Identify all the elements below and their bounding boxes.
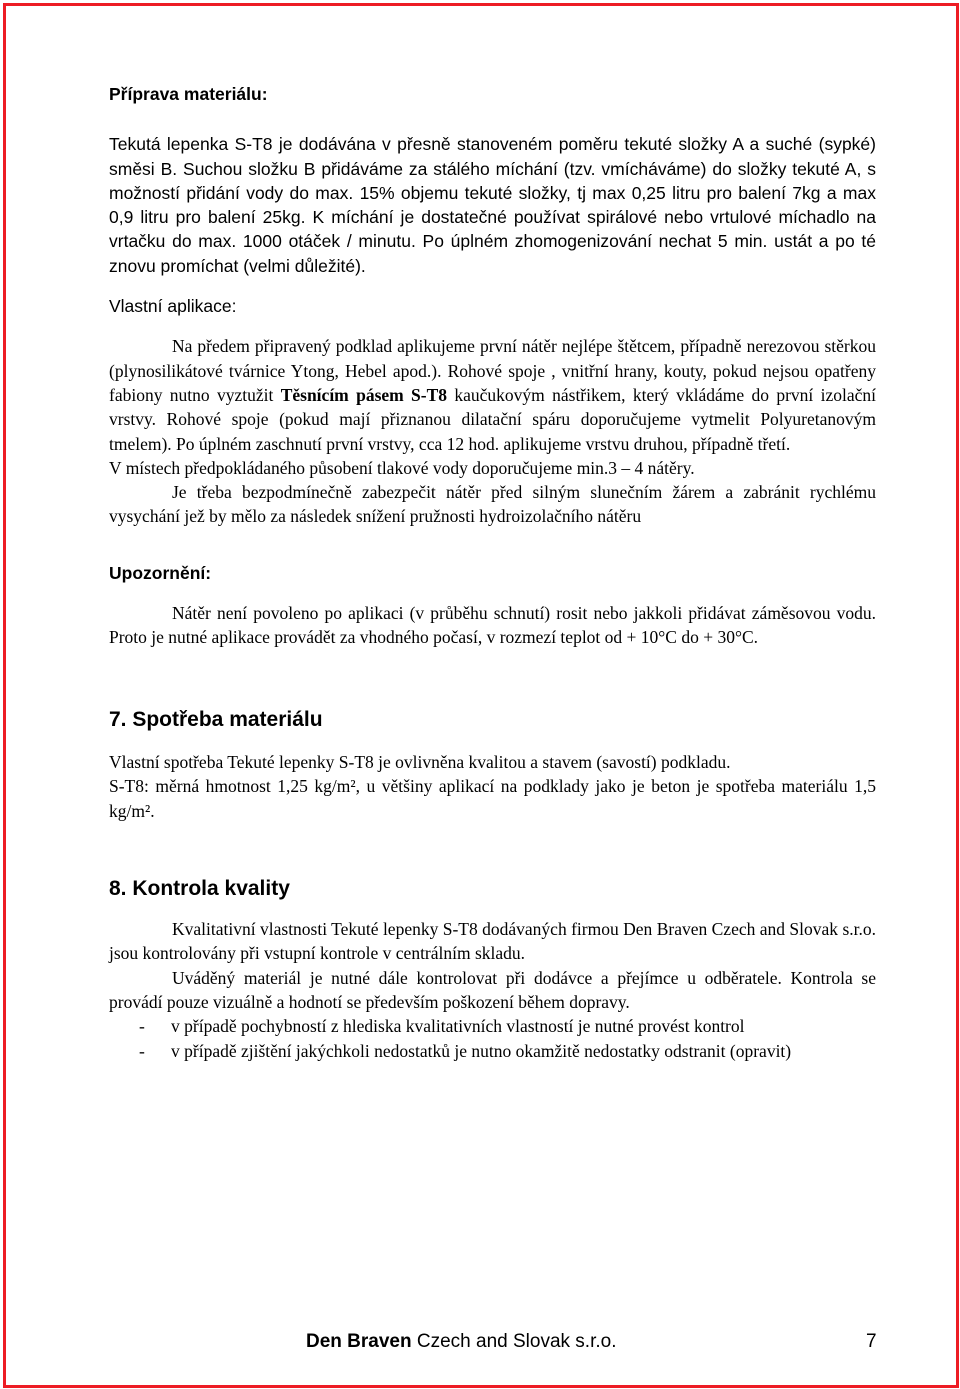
priprava-paragraph: Tekutá lepenka S-T8 je dodávána v přesně stanoveném poměru tekuté složky A a suché (sypké) směsi B. Suchou složku B přidáváme za stálého míchání (tzv. vmícháváme) do složky tekuté A, s možností přidání vody do max. 15% objemu tekuté složky, tj max 0,25 litru pro balení 7kg a max 0,9 litru pro balení 25kg. K míchání je dostatečné používat spirálové nebo vrtulové míchadlo na vrtačku do max. 1000 otáček / minutu. Po úplném zhomogenizování nechat 5 min. ustát a po té znovu promíchat (velmi důležité).	[109, 134, 876, 276]
aplikace-text-b: kaučukovým nástřikem, který vkládáme do první izolační vrstvy. Rohové spoje (pokud mají přiznanou dilatační spáru doporučujeme vytmelit Polyuretanovým tmelem). Po úplném zaschnutí první vrstvy, cca 12 hod. aplikujeme vrstvu druhou, případně třetí.	[109, 384, 876, 454]
spotreba-paragraph-1: Vlastní spotřeba Tekuté lepenky S-T8 je ovlivněna kvalitou a stavem (savostí) podkladu.	[109, 751, 731, 772]
spotreba-paragraph-2: S-T8: měrná hmotnost 1,25 kg/m², u většiny aplikací na podklady jako je beton je spotřeba materiálu 1,5 kg/m².	[109, 776, 876, 821]
document-body	[109, 82, 876, 1063]
list-item	[109, 1014, 876, 1038]
aplikace-text-a: Na předem připravený podklad aplikujeme první nátěr nejlépe štětcem, případně nerezovou stěrkou (plynosilikátové tvárnice Ytong, Hebel apod.). Rohové spoje , vnitřní hrany, kouty, pokud nejsou opatřeny fabiony nutno vyztužit	[109, 336, 876, 405]
list-item	[109, 1039, 876, 1063]
section-heading-kontrola: 8. Kontrola kvality	[109, 876, 290, 900]
kontrola-paragraph-1: Kvalitativní vlastnosti Tekuté lepenky S-T8 dodávaných firmou Den Braven Czech and Slovak s.r.o. jsou kontrolovány při vstupní kontrole v centrálním skladu.	[109, 919, 876, 964]
upozorneni-paragraph: Nátěr není povoleno po aplikaci (v průběhu schnutí) rosit nebo jakkoli přidávat záměsovou vodu. Proto je nutné aplikace provádět za vhodného počasí, v rozmezí teplot od + 10°C do + 30°C.	[109, 603, 876, 648]
section-heading-spotreba: 7. Spotřeba materiálu	[109, 707, 323, 731]
dash-mark: -	[139, 1016, 145, 1037]
section-heading-priprava: Příprava materiálu:	[109, 84, 268, 104]
list-item-text: v případě pochybností z hlediska kvalitativních vlastností je nutné provést kontrol	[171, 1016, 745, 1037]
kontrola-list	[109, 1014, 876, 1063]
page-number: 7	[866, 1331, 877, 1352]
aplikace-paragraph-1	[109, 334, 876, 455]
footer-company	[306, 1331, 617, 1353]
aplikace-paragraph-3: Je třeba bezpodmínečně zabezpečit nátěr před silným slunečním žárem a zabránit rychlému vysychání jež by mělo za následek snížení pružnosti hydroizolačního nátěru	[109, 482, 876, 527]
dash-mark: -	[139, 1040, 145, 1061]
footer-company-bold: Den Braven	[306, 1331, 412, 1352]
section-heading-upozorneni: Upozornění:	[109, 562, 212, 583]
aplikace-paragraph-2: V místech předpokládaného působení tlakové vody doporučujeme min.3 – 4 nátěry.	[109, 457, 695, 478]
footer-company-rest: Czech and Slovak s.r.o.	[411, 1331, 617, 1352]
aplikace-bold-product: Těsnícím pásem S-T8	[280, 384, 448, 405]
kontrola-paragraph-2: Uváděný materiál je nutné dále kontrolovat při dodávce a přejímce u odběratele. Kontrola se provádí pouze vizuálně a hodnotí se především poškození během dopravy.	[109, 967, 876, 1013]
list-item-text: v případě zjištění jakýchkoli nedostatků je nutno okamžitě nedostatky odstranit (opravit)	[171, 1040, 792, 1061]
section-heading-aplikace: Vlastní aplikace:	[109, 296, 237, 317]
